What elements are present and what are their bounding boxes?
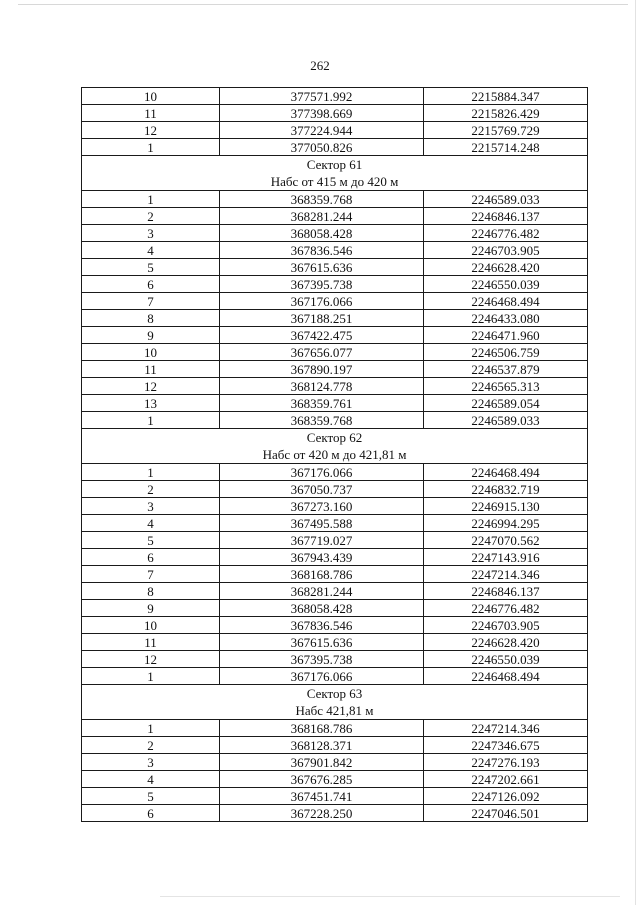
section-header-row: [82, 156, 588, 191]
x-coordinate-cell: 367615.636: [220, 259, 424, 276]
point-number-cell: 4: [82, 515, 220, 532]
y-coordinate-cell: 2246550.039: [424, 276, 588, 293]
point-number-cell: 10: [82, 88, 220, 105]
point-number-cell: 1: [82, 720, 220, 737]
y-coordinate-cell: 2215884.347: [424, 88, 588, 105]
y-coordinate-cell: 2246468.494: [424, 293, 588, 310]
table-row: [82, 464, 588, 481]
x-coordinate-cell: 368359.768: [220, 412, 424, 429]
x-coordinate-cell: 367495.588: [220, 515, 424, 532]
y-coordinate-cell: 2247214.346: [424, 566, 588, 583]
table-row: [82, 361, 588, 378]
point-number-cell: 5: [82, 788, 220, 805]
point-number-cell: 7: [82, 566, 220, 583]
y-coordinate-cell: 2246994.295: [424, 515, 588, 532]
section-header-row: [82, 429, 588, 464]
point-number-cell: 3: [82, 225, 220, 242]
point-number-cell: 11: [82, 634, 220, 651]
x-coordinate-cell: 367395.738: [220, 276, 424, 293]
x-coordinate-cell: 368128.371: [220, 737, 424, 754]
table-row: [82, 378, 588, 395]
table-row: [82, 481, 588, 498]
table-row: [82, 634, 588, 651]
table-row: [82, 276, 588, 293]
x-coordinate-cell: 367451.741: [220, 788, 424, 805]
x-coordinate-cell: 368124.778: [220, 378, 424, 395]
point-number-cell: 11: [82, 105, 220, 122]
table-row: [82, 139, 588, 156]
x-coordinate-cell: 368058.428: [220, 600, 424, 617]
x-coordinate-cell: 377224.944: [220, 122, 424, 139]
x-coordinate-cell: 367676.285: [220, 771, 424, 788]
point-number-cell: 6: [82, 805, 220, 822]
table-row: [82, 788, 588, 805]
y-coordinate-cell: 2215826.429: [424, 105, 588, 122]
table-row: [82, 498, 588, 515]
table-row: [82, 105, 588, 122]
y-coordinate-cell: 2246471.960: [424, 327, 588, 344]
point-number-cell: 3: [82, 498, 220, 515]
point-number-cell: 10: [82, 617, 220, 634]
section-subtitle: Набс 421,81 м: [295, 703, 374, 718]
x-coordinate-cell: 368058.428: [220, 225, 424, 242]
table-row: [82, 617, 588, 634]
y-coordinate-cell: 2246776.482: [424, 225, 588, 242]
y-coordinate-cell: 2247070.562: [424, 532, 588, 549]
point-number-cell: 2: [82, 208, 220, 225]
y-coordinate-cell: 2247202.661: [424, 771, 588, 788]
y-coordinate-cell: 2247046.501: [424, 805, 588, 822]
table-row: [82, 259, 588, 276]
point-number-cell: 11: [82, 361, 220, 378]
x-coordinate-cell: 368281.244: [220, 583, 424, 600]
x-coordinate-cell: 367188.251: [220, 310, 424, 327]
y-coordinate-cell: 2246703.905: [424, 242, 588, 259]
y-coordinate-cell: 2215714.248: [424, 139, 588, 156]
y-coordinate-cell: 2246703.905: [424, 617, 588, 634]
point-number-cell: 9: [82, 327, 220, 344]
x-coordinate-cell: 377050.826: [220, 139, 424, 156]
point-number-cell: 4: [82, 771, 220, 788]
x-coordinate-cell: 368359.761: [220, 395, 424, 412]
y-coordinate-cell: 2246468.494: [424, 464, 588, 481]
x-coordinate-cell: 368281.244: [220, 208, 424, 225]
section-subtitle: Набс от 415 м до 420 м: [270, 174, 399, 189]
x-coordinate-cell: 367836.546: [220, 617, 424, 634]
point-number-cell: 3: [82, 754, 220, 771]
point-number-cell: 12: [82, 378, 220, 395]
y-coordinate-cell: 2246628.420: [424, 634, 588, 651]
section-header-row: [82, 685, 588, 720]
table-row: [82, 310, 588, 327]
table-row: [82, 191, 588, 208]
x-coordinate-cell: 368359.768: [220, 191, 424, 208]
point-number-cell: 1: [82, 464, 220, 481]
y-coordinate-cell: 2246832.719: [424, 481, 588, 498]
section-header: [82, 685, 588, 720]
point-number-cell: 6: [82, 276, 220, 293]
x-coordinate-cell: 367050.737: [220, 481, 424, 498]
coordinates-table-body: [82, 88, 588, 822]
table-row: [82, 208, 588, 225]
y-coordinate-cell: 2247126.092: [424, 788, 588, 805]
x-coordinate-cell: 367395.738: [220, 651, 424, 668]
scan-edge: [18, 4, 628, 5]
y-coordinate-cell: 2246589.033: [424, 412, 588, 429]
x-coordinate-cell: 367943.439: [220, 549, 424, 566]
y-coordinate-cell: 2247214.346: [424, 720, 588, 737]
table-row: [82, 805, 588, 822]
section-title: Сектор 61: [306, 157, 363, 172]
table-row: [82, 395, 588, 412]
point-number-cell: 1: [82, 668, 220, 685]
table-row: [82, 720, 588, 737]
x-coordinate-cell: 367273.160: [220, 498, 424, 515]
x-coordinate-cell: 367422.475: [220, 327, 424, 344]
table-row: [82, 583, 588, 600]
point-number-cell: 4: [82, 242, 220, 259]
page-number: 262: [310, 58, 330, 73]
table-row: [82, 225, 588, 242]
table-row: [82, 771, 588, 788]
table-row: [82, 242, 588, 259]
x-coordinate-cell: 368168.786: [220, 566, 424, 583]
point-number-cell: 8: [82, 310, 220, 327]
scan-edge: [160, 896, 620, 897]
table-row: [82, 737, 588, 754]
point-number-cell: 2: [82, 737, 220, 754]
x-coordinate-cell: 367176.066: [220, 668, 424, 685]
x-coordinate-cell: 367901.842: [220, 754, 424, 771]
y-coordinate-cell: 2246550.039: [424, 651, 588, 668]
y-coordinate-cell: 2246915.130: [424, 498, 588, 515]
x-coordinate-cell: 367656.077: [220, 344, 424, 361]
table-row: [82, 754, 588, 771]
table-row: [82, 532, 588, 549]
x-coordinate-cell: 367176.066: [220, 293, 424, 310]
x-coordinate-cell: 367176.066: [220, 464, 424, 481]
point-number-cell: 2: [82, 481, 220, 498]
x-coordinate-cell: 367719.027: [220, 532, 424, 549]
y-coordinate-cell: 2246537.879: [424, 361, 588, 378]
x-coordinate-cell: 368168.786: [220, 720, 424, 737]
table-row: [82, 600, 588, 617]
point-number-cell: 1: [82, 412, 220, 429]
y-coordinate-cell: 2215769.729: [424, 122, 588, 139]
point-number-cell: 6: [82, 549, 220, 566]
table-row: [82, 651, 588, 668]
y-coordinate-cell: 2246628.420: [424, 259, 588, 276]
x-coordinate-cell: 367615.636: [220, 634, 424, 651]
table-row: [82, 344, 588, 361]
y-coordinate-cell: 2246468.494: [424, 668, 588, 685]
y-coordinate-cell: 2246589.033: [424, 191, 588, 208]
x-coordinate-cell: 367890.197: [220, 361, 424, 378]
point-number-cell: 1: [82, 139, 220, 156]
point-number-cell: 5: [82, 532, 220, 549]
y-coordinate-cell: 2246846.137: [424, 583, 588, 600]
x-coordinate-cell: 377571.992: [220, 88, 424, 105]
point-number-cell: 10: [82, 344, 220, 361]
x-coordinate-cell: 377398.669: [220, 105, 424, 122]
section-title: Сектор 62: [306, 430, 363, 445]
table-row: [82, 549, 588, 566]
section-header: [82, 156, 588, 191]
y-coordinate-cell: 2246433.080: [424, 310, 588, 327]
point-number-cell: 5: [82, 259, 220, 276]
point-number-cell: 13: [82, 395, 220, 412]
table-row: [82, 327, 588, 344]
y-coordinate-cell: 2247143.916: [424, 549, 588, 566]
coordinates-table: [81, 87, 588, 822]
y-coordinate-cell: 2247346.675: [424, 737, 588, 754]
y-coordinate-cell: 2247276.193: [424, 754, 588, 771]
point-number-cell: 12: [82, 122, 220, 139]
table-row: [82, 293, 588, 310]
x-coordinate-cell: 367836.546: [220, 242, 424, 259]
point-number-cell: 12: [82, 651, 220, 668]
scan-edge: [635, 0, 636, 905]
table-row: [82, 515, 588, 532]
y-coordinate-cell: 2246776.482: [424, 600, 588, 617]
y-coordinate-cell: 2246506.759: [424, 344, 588, 361]
section-header: [82, 429, 588, 464]
point-number-cell: 1: [82, 191, 220, 208]
point-number-cell: 8: [82, 583, 220, 600]
point-number-cell: 7: [82, 293, 220, 310]
x-coordinate-cell: 367228.250: [220, 805, 424, 822]
table-row: [82, 668, 588, 685]
table-row: [82, 412, 588, 429]
y-coordinate-cell: 2246846.137: [424, 208, 588, 225]
y-coordinate-cell: 2246565.313: [424, 378, 588, 395]
point-number-cell: 9: [82, 600, 220, 617]
table-row: [82, 122, 588, 139]
section-title: Сектор 63: [306, 686, 363, 701]
table-row: [82, 88, 588, 105]
y-coordinate-cell: 2246589.054: [424, 395, 588, 412]
section-subtitle: Набс от 420 м до 421,81 м: [262, 447, 407, 462]
table-row: [82, 566, 588, 583]
